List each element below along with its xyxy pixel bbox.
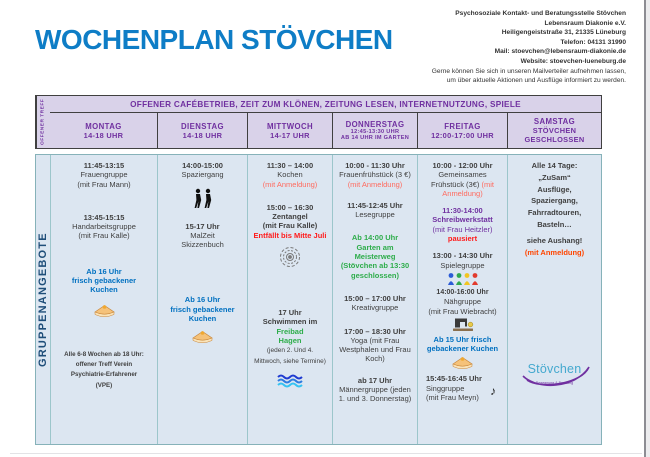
event-text: Kreativgruppe <box>351 303 399 313</box>
event-line <box>336 261 414 270</box>
event-text: Ab 14:00 Uhr <box>351 233 399 243</box>
event-text: gebackener Kuchen <box>426 344 499 354</box>
event-line <box>421 297 504 306</box>
offener-treff-side-label: OFFENER TREFF <box>36 96 50 148</box>
event-text: Kochen <box>277 170 303 180</box>
sewing-icon <box>421 316 504 332</box>
event-line <box>421 251 504 260</box>
day-header-dienstag <box>157 112 247 148</box>
event-block <box>161 161 244 180</box>
event-text: Hagen <box>278 335 302 345</box>
page-edge-fill <box>646 0 650 457</box>
day-hours: 12:45-13:30 UHR <box>350 129 400 135</box>
event-block <box>421 206 504 243</box>
event-text: Spaziergang <box>181 170 224 180</box>
event-text: (mit Frau Kalle) <box>78 231 130 241</box>
event-text: Skizzenbuch <box>181 240 224 250</box>
event-line <box>336 303 414 312</box>
event-block <box>251 308 329 366</box>
event-text: frisch gebackener <box>170 304 235 314</box>
event-text: (mit Frau Mann) <box>77 179 131 189</box>
event-line <box>161 161 244 170</box>
cake-icon <box>54 303 154 319</box>
event-text: 17 Uhr <box>278 308 302 318</box>
event-text: 13:00 - 14:30 Uhr <box>432 251 493 261</box>
event-text: (mit Frau Kalle) <box>262 221 318 231</box>
event-line <box>251 170 329 179</box>
event-text: (mit Anmeldung) <box>262 179 318 189</box>
event-line <box>511 196 598 205</box>
event-line <box>251 308 329 317</box>
event-text: Kuchen <box>188 314 217 324</box>
event-line <box>251 180 329 189</box>
event-line <box>511 161 598 170</box>
event-text: Alle 14 Tage: <box>531 161 578 170</box>
day-name: MONTAG <box>85 121 122 131</box>
event-block <box>421 161 504 198</box>
stoevchen-logo <box>517 363 593 393</box>
event-block <box>511 236 598 260</box>
event-block <box>161 222 244 250</box>
walkers-icon <box>161 188 244 210</box>
day-name: DONNERSTAG <box>345 120 405 129</box>
event-line <box>336 385 414 394</box>
event-line <box>421 261 504 270</box>
event-line <box>251 161 329 170</box>
open-cafe-header-table <box>35 95 602 149</box>
event-text: Spielegruppe <box>440 260 485 270</box>
day-hours: GESCHLOSSEN <box>524 135 585 144</box>
event-line <box>421 189 504 198</box>
event-text: Ab 16 Uhr <box>86 266 122 276</box>
event-text: (mit <box>481 179 494 189</box>
contact-line: um über aktuelle Aktionen und Ausflüge informiert zu werden. <box>446 77 626 85</box>
event-text: 10:00 - 11:30 Uhr <box>345 161 405 170</box>
day-hours: STÖVCHEN <box>532 126 577 135</box>
event-block <box>54 267 154 295</box>
event-line <box>161 305 244 314</box>
event-line <box>251 356 329 366</box>
event-text: ab 17 Uhr <box>357 375 393 385</box>
event-line <box>161 314 244 323</box>
event-line <box>251 231 329 240</box>
event-text: 14:00-15:00 <box>182 161 223 170</box>
event-block <box>54 213 154 241</box>
day-header-mittwoch <box>247 112 332 148</box>
event-text: 11:45-12:45 Uhr <box>347 200 403 210</box>
event-line <box>251 212 329 221</box>
event-line <box>511 185 598 194</box>
event-line <box>421 206 504 215</box>
event-line <box>54 369 154 379</box>
event-text: 13:45-15:15 <box>83 212 125 222</box>
event-line <box>511 173 598 182</box>
event-text: Entfällt bis Mitte Juli <box>253 230 327 240</box>
event-text: Gemeinsames <box>438 170 487 180</box>
schedule-column-montag <box>50 155 157 444</box>
event-text: (jeden 2. Und 4. <box>266 347 314 355</box>
event-line <box>54 161 154 170</box>
event-line <box>336 243 414 252</box>
event-block <box>54 349 154 391</box>
event-text: Zentangel <box>272 212 308 222</box>
contact-line: Gerne können Sie sich in unseren Mailverteiler aufnehmen lassen, <box>431 67 626 75</box>
event-block <box>161 295 244 323</box>
contact-line: Telefon: 04131 31990 <box>560 38 626 46</box>
day-hours: AB 14 UHR IM GARTEN <box>340 135 410 141</box>
event-line <box>251 317 329 336</box>
cake-icon <box>421 355 504 371</box>
day-header-freitag <box>417 112 507 148</box>
event-text: Frühstück (3€) <box>431 179 482 189</box>
day-header-montag <box>50 112 157 148</box>
event-line <box>54 170 154 179</box>
contact-line: Mail: stoevchen@lebensraum-diakonie.de <box>494 48 626 56</box>
event-block <box>251 203 329 240</box>
event-text: (mit Frau Meyn) <box>426 393 479 403</box>
event-text: Westphalen und Frau <box>339 345 411 355</box>
event-text: Handarbeitsgruppe <box>72 222 136 232</box>
event-line <box>54 180 154 189</box>
event-block <box>336 327 414 364</box>
event-text: 11:45-13:15 <box>83 161 125 170</box>
event-text: 15:00 – 17:00 Uhr <box>344 293 406 303</box>
event-text: Lesegruppe <box>355 210 395 220</box>
schedule-column-freitag <box>417 155 507 444</box>
event-line <box>161 240 244 249</box>
event-line <box>54 349 154 359</box>
event-block <box>336 376 414 404</box>
event-line <box>426 374 504 383</box>
event-line <box>336 336 414 345</box>
event-line <box>336 394 414 403</box>
meeples-icon <box>421 271 504 286</box>
schedule-column-donnerstag <box>332 155 417 444</box>
contact-line: Psychosoziale Kontakt- und Beratungsstelle Stövchen <box>455 10 626 17</box>
event-line <box>421 335 504 344</box>
cafe-banner-text: OFFENER CAFÉBETRIEB, ZEIT ZUM KLÖNEN, ZEITUNG LESEN, INTERNETNUTZUNG, SPIELE <box>130 99 521 109</box>
event-line <box>511 236 598 245</box>
event-block <box>251 161 329 189</box>
event-line <box>421 215 504 224</box>
schedule-table <box>35 154 602 445</box>
event-line <box>511 248 598 257</box>
contact-block <box>432 9 626 86</box>
event-line <box>421 161 504 170</box>
event-text: Ab 15 Uhr frisch <box>433 334 492 344</box>
event-text: Singgruppe <box>426 383 465 393</box>
event-line <box>161 231 244 240</box>
schedule-column-mittwoch <box>247 155 332 444</box>
event-text: 11:30-14:00 <box>442 206 483 216</box>
event-text: Koch) <box>365 354 385 364</box>
event-line <box>421 225 504 234</box>
event-line <box>54 267 154 276</box>
event-text: Kuchen <box>90 285 118 295</box>
event-text: pausiert <box>447 234 478 244</box>
day-name: DIENSTAG <box>181 121 224 131</box>
day-name: SAMSTAG <box>533 117 576 126</box>
event-line <box>336 354 414 363</box>
event-text: 1. und 3. Donnerstag) <box>338 394 412 404</box>
event-line <box>336 327 414 336</box>
day-name: FREITAG <box>444 121 481 131</box>
event-text: Frauengruppe <box>80 170 128 180</box>
event-text: Spaziergang, <box>531 196 578 206</box>
event-text: Garten am <box>356 242 394 252</box>
day-name: MITTWOCH <box>266 121 314 131</box>
event-line <box>336 170 414 179</box>
event-block <box>336 294 414 313</box>
day-hours: 14-18 UHR <box>182 130 223 140</box>
event-text: siehe Aushang! <box>526 235 583 245</box>
zentangle-icon <box>251 244 329 270</box>
event-text: (mit Frau Heitzler) <box>432 224 493 234</box>
event-line <box>336 161 414 170</box>
event-line <box>161 222 244 231</box>
day-hours: 14-18 UHR <box>83 130 124 140</box>
event-line <box>336 210 414 219</box>
logo-wordmark: Stövchen <box>527 362 582 377</box>
event-block <box>421 335 504 354</box>
event-block <box>421 374 504 402</box>
event-line <box>336 376 414 385</box>
event-block <box>336 161 414 189</box>
event-line <box>511 208 598 217</box>
event-line <box>421 180 504 189</box>
schedule-column-dienstag <box>157 155 247 444</box>
event-block <box>336 201 414 220</box>
event-block <box>421 287 504 316</box>
event-text: 14:00-16:00 Uhr <box>436 288 489 296</box>
event-block <box>421 251 504 270</box>
event-line <box>54 222 154 231</box>
event-line <box>54 359 154 369</box>
event-text: Frauenfrühstück (3 €) <box>339 170 411 180</box>
event-text: frisch gebackener <box>71 276 137 286</box>
day-hours: 12:00-17:00 UHR <box>431 130 494 140</box>
gruppenangebote-side-label: GRUPPENANGEBOTE <box>37 232 49 367</box>
event-text: Ausflüge, <box>537 184 572 194</box>
event-text: 15-17 Uhr <box>185 221 220 231</box>
event-text: Basteln… <box>537 219 572 229</box>
event-text: (mit Anmeldung) <box>347 179 403 189</box>
event-text: geschlossen) <box>351 270 399 280</box>
event-text: Schwimmen im <box>262 317 318 327</box>
waves-icon <box>251 374 329 388</box>
event-line <box>336 252 414 261</box>
event-text: Meisterweg <box>354 252 396 262</box>
event-line <box>421 307 504 316</box>
event-text: Freibad <box>276 326 304 336</box>
event-line <box>251 345 329 355</box>
event-text: 11:30 – 14:00 <box>266 161 314 170</box>
event-text: Alle 6-8 Wochen ab 18 Uhr: <box>64 350 144 358</box>
event-line <box>511 220 598 229</box>
page-edge-line <box>644 0 646 457</box>
event-text: Nähgruppe <box>443 297 482 307</box>
event-line <box>251 336 329 345</box>
event-text: Mittwoch, siehe Termine) <box>254 357 326 365</box>
event-text: (VPE) <box>95 381 113 389</box>
contact-line: Heiligengeiststraße 31, 21335 Lüneburg <box>501 29 626 37</box>
event-text: 15:00 – 16:30 <box>266 202 314 212</box>
event-line <box>251 203 329 212</box>
event-line <box>54 380 154 390</box>
logo-tagline: Begegnung & Beratung <box>535 381 574 386</box>
event-text: Ab 16 Uhr <box>184 295 221 305</box>
event-line <box>336 294 414 303</box>
event-line <box>421 287 504 297</box>
event-line <box>336 233 414 242</box>
event-text: Psychiatrie-Erfahrener <box>70 371 138 379</box>
event-text: 15:45-16:45 Uhr <box>426 374 482 384</box>
event-line <box>54 285 154 294</box>
event-text: offener Treff Verein <box>75 361 133 369</box>
event-line <box>161 295 244 304</box>
event-text: 10:00 - 12:00 Uhr <box>432 161 493 170</box>
day-hours: 14-17 UHR <box>270 130 310 140</box>
cake-icon <box>161 329 244 345</box>
event-text: Yoga (mit Frau <box>350 335 400 345</box>
event-block <box>511 161 598 232</box>
event-line <box>161 170 244 179</box>
event-text: Schreibwerkstatt <box>432 215 493 225</box>
event-line <box>336 271 414 280</box>
event-text: (mit Anmeldung) <box>524 247 585 257</box>
event-line <box>421 234 504 243</box>
event-line <box>336 201 414 210</box>
event-text: „ZuSam“ <box>538 172 571 182</box>
event-text: (Stövchen ab 13:30 <box>340 261 410 271</box>
event-line <box>336 180 414 189</box>
event-text: MalZeit <box>190 230 215 240</box>
event-block <box>54 161 154 189</box>
event-text: Männergruppe (jeden <box>339 385 411 395</box>
contact-line: Lebensraum Diakonie e.V. <box>544 19 626 27</box>
event-block <box>336 233 414 279</box>
page-title: WOCHENPLAN STÖVCHEN <box>35 24 393 55</box>
event-text: (mit Frau Wiebracht) <box>428 306 497 316</box>
day-header-samstag <box>507 112 601 148</box>
event-line <box>54 213 154 222</box>
event-line <box>421 170 504 179</box>
event-text: Fahrradtouren, <box>527 208 582 218</box>
event-text: Anmeldung) <box>442 188 483 198</box>
page-edge-bottom <box>10 453 642 454</box>
event-line <box>54 231 154 240</box>
event-line <box>421 344 504 353</box>
event-line <box>336 345 414 354</box>
schedule-column-samstag <box>507 155 601 444</box>
day-header-donnerstag <box>332 112 417 148</box>
contact-line: Website: stoevchen-lueneburg.de <box>520 57 626 65</box>
event-line <box>251 221 329 230</box>
event-text: 17:00 – 18:30 Uhr <box>344 326 406 336</box>
event-line <box>54 276 154 285</box>
music-note-icon: ♪ <box>490 384 496 399</box>
